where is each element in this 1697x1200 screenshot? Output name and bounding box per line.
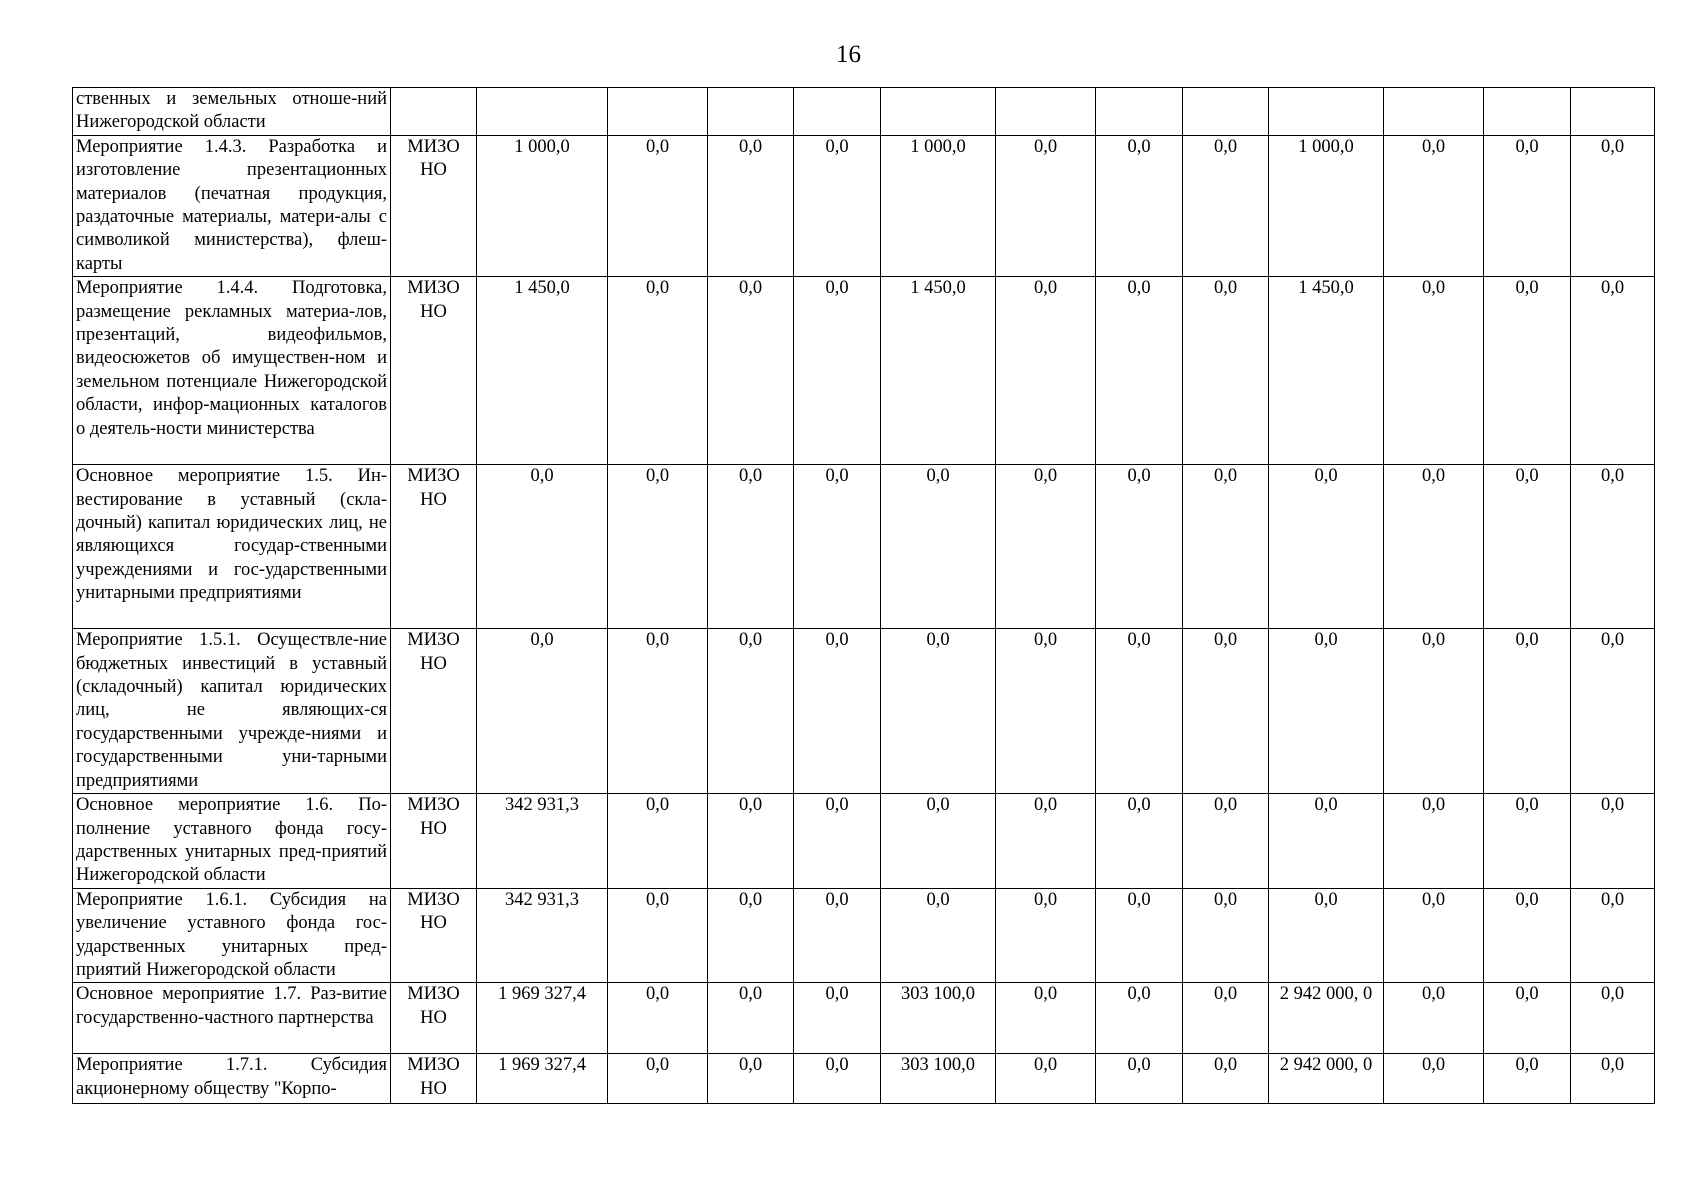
value-cell xyxy=(881,88,996,136)
value-cell: 0,0 xyxy=(1571,1054,1655,1104)
activity-name-cell: Мероприятие 1.4.4. Подготовка, размещение рекламных материа-лов, презентаций, видеофильмов, видеосюжетов об имуществен-ном и земельном потенциале Нижегородской области, инфор-мационных каталогов о деятель-ности министерства xyxy=(73,277,391,465)
value-cell: 0,0 xyxy=(1183,629,1269,794)
table-row xyxy=(73,88,1655,136)
value-cell xyxy=(708,88,794,136)
value-cell: 0,0 xyxy=(1096,465,1183,629)
value-cell: 0,0 xyxy=(1571,465,1655,629)
value-cell xyxy=(477,88,608,136)
value-cell: 303 100,0 xyxy=(881,1054,996,1104)
value-cell: 0,0 xyxy=(1384,629,1484,794)
value-cell: 0,0 xyxy=(881,629,996,794)
value-cell: 0,0 xyxy=(1183,1054,1269,1104)
value-cell: 0,0 xyxy=(794,135,881,276)
value-cell: 0,0 xyxy=(1484,465,1571,629)
value-cell: 0,0 xyxy=(608,794,708,889)
activity-name-cell: Основное мероприятие 1.6. По-полнение уставного фонда госу-дарственных унитарных пред-приятий Нижегородской области xyxy=(73,794,391,889)
activity-name-cell: ственных и земельных отноше-ний Нижегородской области xyxy=(73,88,391,136)
value-cell: 0,0 xyxy=(881,465,996,629)
value-cell: 0,0 xyxy=(608,629,708,794)
value-cell xyxy=(1269,88,1384,136)
value-cell: 0,0 xyxy=(1269,794,1384,889)
value-cell: 0,0 xyxy=(996,794,1096,889)
value-cell: 0,0 xyxy=(1269,888,1384,983)
table-row xyxy=(73,465,1655,629)
table-body xyxy=(73,88,1655,1104)
value-cell: 0,0 xyxy=(708,277,794,465)
value-cell: 0,0 xyxy=(1096,983,1183,1054)
value-cell: 0,0 xyxy=(1384,888,1484,983)
table-row xyxy=(73,1054,1655,1104)
value-cell: 0,0 xyxy=(708,465,794,629)
value-cell: 0,0 xyxy=(1384,983,1484,1054)
value-cell: 0,0 xyxy=(477,629,608,794)
table-row xyxy=(73,794,1655,889)
value-cell: 0,0 xyxy=(708,135,794,276)
value-cell: 0,0 xyxy=(708,888,794,983)
value-cell: 0,0 xyxy=(608,135,708,276)
value-cell: 0,0 xyxy=(1096,794,1183,889)
activity-name-cell: Мероприятие 1.6.1. Субсидия на увеличение уставного фонда гос-ударственных унитарных пред-приятий Нижегородской области xyxy=(73,888,391,983)
value-cell: 0,0 xyxy=(794,888,881,983)
executor-cell: МИЗО НО xyxy=(391,888,477,983)
executor-cell: МИЗО НО xyxy=(391,629,477,794)
value-cell: 0,0 xyxy=(794,277,881,465)
value-cell: 0,0 xyxy=(1384,794,1484,889)
value-cell: 0,0 xyxy=(1384,277,1484,465)
value-cell: 0,0 xyxy=(1096,1054,1183,1104)
value-cell: 0,0 xyxy=(881,794,996,889)
value-cell: 0,0 xyxy=(608,465,708,629)
value-cell: 0,0 xyxy=(1571,983,1655,1054)
value-cell: 1 000,0 xyxy=(477,135,608,276)
value-cell xyxy=(1183,88,1269,136)
value-cell: 0,0 xyxy=(477,465,608,629)
value-cell xyxy=(996,88,1096,136)
value-cell: 0,0 xyxy=(1096,888,1183,983)
value-cell: 0,0 xyxy=(1269,629,1384,794)
value-cell: 0,0 xyxy=(1384,465,1484,629)
executor-cell: МИЗО НО xyxy=(391,465,477,629)
value-cell: 0,0 xyxy=(1484,135,1571,276)
value-cell: 0,0 xyxy=(996,983,1096,1054)
value-cell: 0,0 xyxy=(1183,794,1269,889)
budget-table xyxy=(72,87,1655,1104)
activity-name-cell: Мероприятие 1.5.1. Осуществле-ние бюджетных инвестиций в уставный (складочный) капитал юридических лиц, не являющих-ся государственными учрежде-ниями и государственными уни-тарными предприятиями xyxy=(73,629,391,794)
value-cell: 1 450,0 xyxy=(881,277,996,465)
table-row xyxy=(73,277,1655,465)
table-row xyxy=(73,629,1655,794)
table-row xyxy=(73,983,1655,1054)
value-cell: 0,0 xyxy=(1571,888,1655,983)
value-cell: 0,0 xyxy=(1183,135,1269,276)
value-cell: 0,0 xyxy=(1571,794,1655,889)
page-number: 16 xyxy=(836,41,861,68)
value-cell: 1 969 327,4 xyxy=(477,983,608,1054)
executor-cell: МИЗО НО xyxy=(391,277,477,465)
value-cell: 0,0 xyxy=(794,1054,881,1104)
value-cell: 0,0 xyxy=(1096,135,1183,276)
executor-cell: МИЗО НО xyxy=(391,794,477,889)
value-cell: 0,0 xyxy=(1484,277,1571,465)
value-cell: 0,0 xyxy=(708,983,794,1054)
value-cell: 1 969 327,4 xyxy=(477,1054,608,1104)
value-cell: 342 931,3 xyxy=(477,794,608,889)
value-cell: 0,0 xyxy=(794,794,881,889)
value-cell: 0,0 xyxy=(1183,465,1269,629)
value-cell: 0,0 xyxy=(1484,983,1571,1054)
value-cell: 0,0 xyxy=(1096,629,1183,794)
value-cell: 0,0 xyxy=(1571,277,1655,465)
value-cell: 1 000,0 xyxy=(881,135,996,276)
value-cell: 0,0 xyxy=(1183,983,1269,1054)
activity-name-cell: Основное мероприятие 1.7. Раз-витие государственно-частного партнерства xyxy=(73,983,391,1054)
value-cell: 0,0 xyxy=(608,888,708,983)
value-cell: 0,0 xyxy=(608,983,708,1054)
value-cell xyxy=(1484,88,1571,136)
value-cell: 1 450,0 xyxy=(477,277,608,465)
activity-name-cell: Основное мероприятие 1.5. Ин-вестирование в уставный (скла-дочный) капитал юридических лиц, не являющихся государ-ственными учреждениями и гос-ударственными унитарными предприятиями xyxy=(73,465,391,629)
executor-cell: МИЗО НО xyxy=(391,135,477,276)
value-cell: 0,0 xyxy=(1484,888,1571,983)
value-cell: 0,0 xyxy=(1384,135,1484,276)
value-cell: 0,0 xyxy=(608,1054,708,1104)
value-cell: 0,0 xyxy=(608,277,708,465)
value-cell: 0,0 xyxy=(708,1054,794,1104)
value-cell: 0,0 xyxy=(1183,277,1269,465)
value-cell: 0,0 xyxy=(1484,1054,1571,1104)
table-row xyxy=(73,888,1655,983)
value-cell: 0,0 xyxy=(1571,135,1655,276)
value-cell: 0,0 xyxy=(794,465,881,629)
value-cell: 0,0 xyxy=(1484,794,1571,889)
value-cell: 0,0 xyxy=(1269,465,1384,629)
value-cell: 342 931,3 xyxy=(477,888,608,983)
value-cell xyxy=(794,88,881,136)
value-cell xyxy=(1571,88,1655,136)
value-cell: 1 000,0 xyxy=(1269,135,1384,276)
value-cell: 0,0 xyxy=(794,983,881,1054)
value-cell: 0,0 xyxy=(996,135,1096,276)
value-cell: 2 942 000, 0 xyxy=(1269,983,1384,1054)
value-cell: 2 942 000, 0 xyxy=(1269,1054,1384,1104)
value-cell: 0,0 xyxy=(708,629,794,794)
executor-cell: МИЗО НО xyxy=(391,983,477,1054)
value-cell: 0,0 xyxy=(881,888,996,983)
activity-name-cell: Мероприятие 1.4.3. Разработка и изготовление презентационных материалов (печатная продукция, раздаточные материалы, матери-алы с символикой министерства), флеш-карты xyxy=(73,135,391,276)
value-cell: 0,0 xyxy=(996,1054,1096,1104)
value-cell: 303 100,0 xyxy=(881,983,996,1054)
value-cell: 0,0 xyxy=(996,277,1096,465)
value-cell: 0,0 xyxy=(1384,1054,1484,1104)
activity-name-cell: Мероприятие 1.7.1. Субсидия акционерному обществу "Корпо- xyxy=(73,1054,391,1104)
value-cell xyxy=(1096,88,1183,136)
table-row xyxy=(73,135,1655,276)
executor-cell xyxy=(391,88,477,136)
value-cell: 0,0 xyxy=(996,465,1096,629)
value-cell: 0,0 xyxy=(996,888,1096,983)
value-cell xyxy=(1384,88,1484,136)
value-cell: 0,0 xyxy=(996,629,1096,794)
value-cell xyxy=(608,88,708,136)
value-cell: 0,0 xyxy=(708,794,794,889)
value-cell: 0,0 xyxy=(794,629,881,794)
value-cell: 0,0 xyxy=(1096,277,1183,465)
value-cell: 1 450,0 xyxy=(1269,277,1384,465)
value-cell: 0,0 xyxy=(1484,629,1571,794)
executor-cell: МИЗО НО xyxy=(391,1054,477,1104)
value-cell: 0,0 xyxy=(1571,629,1655,794)
value-cell: 0,0 xyxy=(1183,888,1269,983)
